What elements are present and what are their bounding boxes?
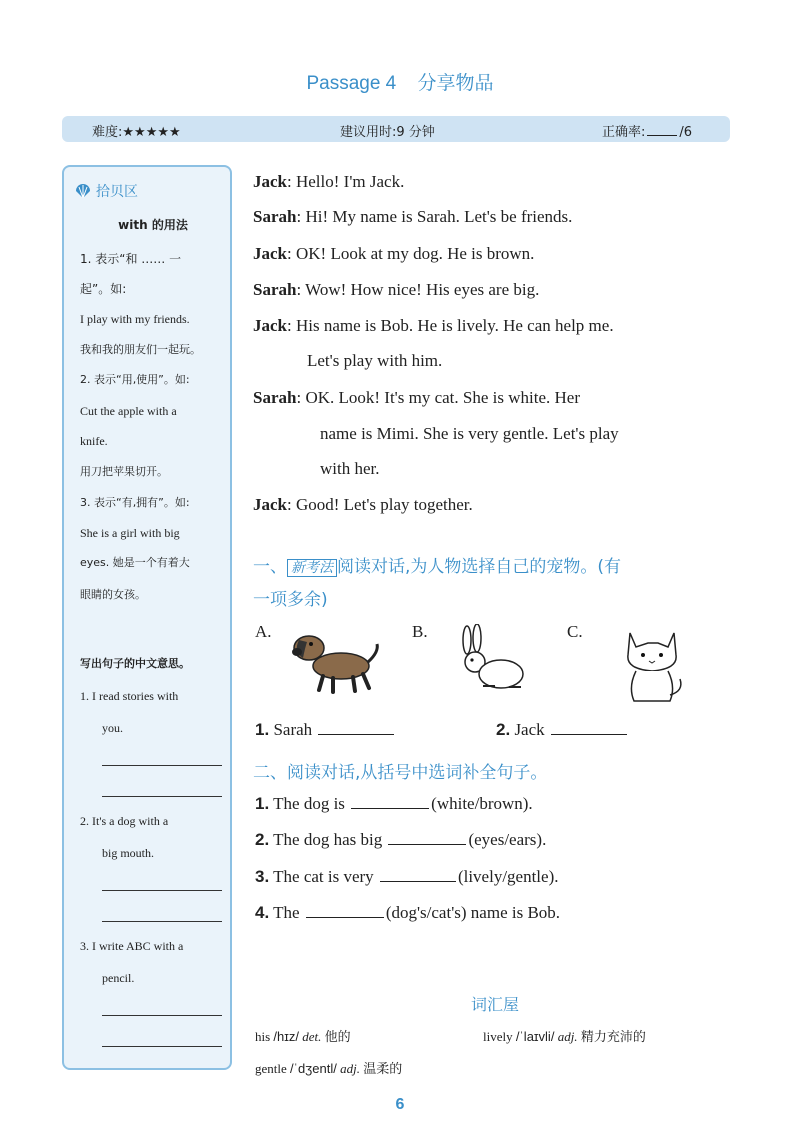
task-line: you. xyxy=(102,721,123,735)
dialogue-line: Sarah: OK. Look! It's my cat. She is white. Her xyxy=(253,388,580,407)
fill-item: 1. The dog is (white/brown). xyxy=(255,794,533,813)
accuracy-total: /6 xyxy=(679,125,693,140)
answer-blank[interactable] xyxy=(551,720,627,735)
page-title xyxy=(0,68,800,95)
usage-line: 我和我的朋友们一起玩。 xyxy=(80,343,201,356)
dialogue-line: Jack: Hello! I'm Jack. xyxy=(253,172,405,191)
vocab-title: 词汇屋 xyxy=(470,995,519,1014)
option-label: B. xyxy=(412,622,428,641)
dialogue-continuation: Let's play with him. xyxy=(307,351,443,370)
sidebar-subheader: with 的用法 xyxy=(118,218,188,232)
fill-item: 3. The cat is very (lively/gentle). xyxy=(255,867,559,886)
speaker: Jack xyxy=(253,172,287,191)
sidebar-header xyxy=(74,181,138,201)
rabbit-icon xyxy=(455,624,535,694)
answer-blank[interactable] xyxy=(388,830,466,845)
usage-line: 眼睛的女孩。 xyxy=(80,588,146,601)
tips-sidebar xyxy=(62,165,232,1070)
usage-line: Cut the apple with a xyxy=(80,404,177,418)
dialogue-line: Sarah: Hi! My name is Sarah. Let's be friends. xyxy=(253,207,573,226)
option-label: C. xyxy=(567,622,583,641)
vocab-entry: his /hɪz/ det. 他的 xyxy=(255,1029,351,1045)
dialogue-line: Jack: His name is Bob. He is lively. He can help me. xyxy=(253,316,614,335)
usage-line: eyes. 她是一个有着大 xyxy=(80,556,190,569)
usage-line: 起”。如: xyxy=(80,282,127,296)
speaker: Jack xyxy=(253,316,287,335)
vocab-entry: lively /ˈlaɪvli/ adj. 精力充沛的 xyxy=(483,1029,646,1045)
task-line: big mouth. xyxy=(102,846,155,860)
usage-line: knife. xyxy=(80,434,108,448)
option-label: A. xyxy=(255,622,272,641)
match-item: 1. Sarah xyxy=(255,720,396,740)
accuracy-label: 正确率: xyxy=(602,125,646,140)
section2-heading: 二、阅读对话,从括号中选词补全句子。 xyxy=(253,763,548,783)
task-title: 写出句子的中文意思。 xyxy=(80,657,190,670)
task-line: 2. It's a dog with a xyxy=(80,814,169,828)
new-method-tag: 新考法 xyxy=(287,559,337,577)
passage-label: Passage 4 xyxy=(306,73,397,94)
vocab-entry: gentle /ˈdʒentl/ adj. 温柔的 xyxy=(255,1061,403,1077)
answer-blank[interactable] xyxy=(102,796,222,797)
dialogue-continuation: name is Mimi. She is very gentle. Let's play xyxy=(320,424,619,443)
answer-blank[interactable] xyxy=(102,921,222,922)
speaker: Sarah xyxy=(253,207,297,226)
answer-blank[interactable] xyxy=(102,1046,222,1047)
task-line: pencil. xyxy=(102,971,135,985)
fill-item: 2. The dog has big (eyes/ears). xyxy=(255,830,547,849)
speaker: Jack xyxy=(253,244,287,263)
accuracy-blank[interactable] xyxy=(647,121,677,136)
speaker: Sarah xyxy=(253,280,297,299)
usage-line: I play with my friends. xyxy=(80,312,190,326)
answer-blank[interactable] xyxy=(380,867,456,882)
task-line: 3. I write ABC with a xyxy=(80,939,184,953)
fill-item: 4. The (dog's/cat's) name is Bob. xyxy=(255,903,561,922)
speaker: Jack xyxy=(253,495,287,514)
usage-line: 1. 表示“和 …… 一 xyxy=(80,252,182,266)
answer-blank[interactable] xyxy=(351,794,429,809)
cat-icon xyxy=(618,625,686,705)
dialogue-line: Jack: Good! Let's play together. xyxy=(253,495,473,514)
info-bar xyxy=(62,116,730,142)
section1-heading: 一、 新考法 阅读对话,为人物选择自己的宠物。(有 xyxy=(253,557,622,577)
usage-line: 3. 表示“有,拥有”。如: xyxy=(80,496,190,509)
match-item: 2. Jack xyxy=(496,720,629,740)
suggested-time: 建议用时:9 分钟 xyxy=(340,125,435,140)
task-line: 1. I read stories with xyxy=(80,689,179,703)
difficulty-rating: 难度:★★★★★ xyxy=(92,125,181,140)
speaker: Sarah xyxy=(253,388,297,407)
answer-blank[interactable] xyxy=(102,890,222,891)
dialogue-line: Jack: OK! Look at my dog. He is brown. xyxy=(253,244,535,263)
accuracy-field xyxy=(602,121,692,140)
answer-blank[interactable] xyxy=(306,903,384,918)
sidebar-header-label: 拾贝区 xyxy=(96,184,138,200)
dog-icon xyxy=(283,622,383,694)
page-number: 6 xyxy=(395,1096,405,1113)
answer-blank[interactable] xyxy=(102,1015,222,1016)
usage-line: 用刀把苹果切开。 xyxy=(80,465,168,478)
passage-topic: 分享物品 xyxy=(417,72,494,94)
usage-line: She is a girl with big xyxy=(80,526,180,540)
answer-blank[interactable] xyxy=(318,720,394,735)
shell-icon xyxy=(74,183,92,199)
section1-heading-cont: 一项多余) xyxy=(253,590,328,610)
usage-line: 2. 表示“用,使用”。如: xyxy=(80,373,190,386)
dialogue-line: Sarah: Wow! How nice! His eyes are big. xyxy=(253,280,540,299)
answer-blank[interactable] xyxy=(102,765,222,766)
dialogue-continuation: with her. xyxy=(320,459,380,478)
